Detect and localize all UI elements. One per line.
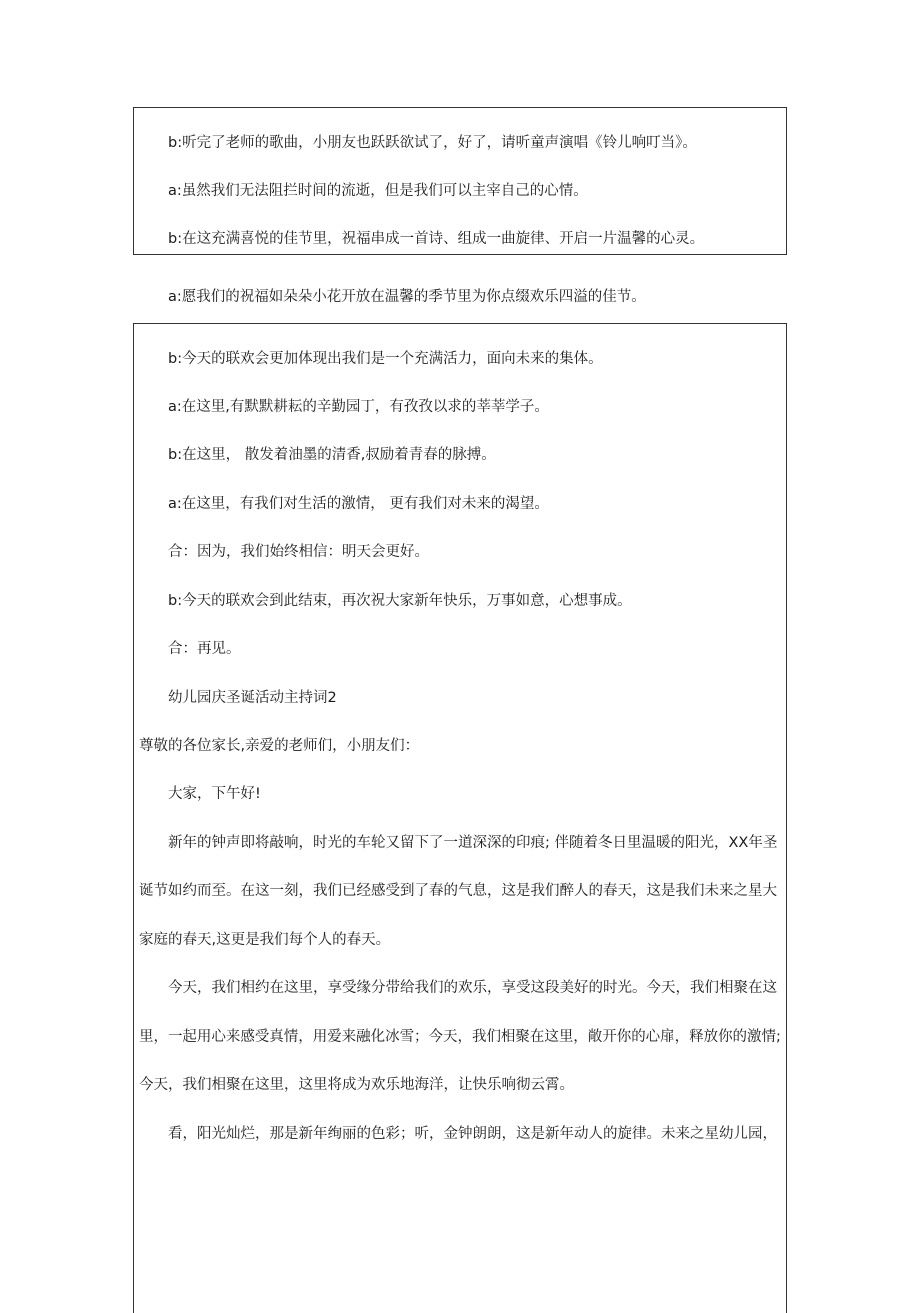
main-line-3: b:在这里， 散发着油墨的清香,叔励着青春的脉搏。 bbox=[168, 447, 496, 463]
para3-line1: 看，阳光灿烂，那是新年绚丽的色彩；听，金钟朗朗，这是新年动人的旋律。未来之星幼儿园， bbox=[168, 1126, 777, 1142]
top-line-1: b:听完了老师的歌曲，小朋友也跃跃欲试了，好了，请听童声演唱《铃儿响叮当》。 bbox=[168, 135, 697, 151]
top-line-3: b:在这充满喜悦的佳节里，祝福串成一首诗、组成一曲旋律、开启一片温馨的心灵。 bbox=[168, 231, 705, 247]
hello-line: 大家，下午好! bbox=[168, 786, 261, 802]
main-line-2: a:在这里,有默默耕耘的辛勤园丁，有孜孜以求的莘莘学子。 bbox=[168, 399, 549, 415]
section-title: 幼儿园庆圣诞活动主持词2 bbox=[168, 690, 337, 706]
para2-line3: 今天，我们相聚在这里，这里将成为欢乐地海洋，让快乐响彻云霄。 bbox=[139, 1077, 574, 1093]
para2-line2: 里，一起用心来感受真情，用爱来融化冰雪；今天，我们相聚在这里，敞开你的心扉，释放你的激情; bbox=[139, 1029, 781, 1045]
para2-line1: 今天，我们相约在这里，享受缘分带给我们的欢乐，享受这段美好的时光。今天，我们相聚在这 bbox=[168, 980, 777, 996]
main-line-7: 合：再见。 bbox=[168, 641, 241, 657]
para1-line1: 新年的钟声即将敲响，时光的车轮又留下了一道深深的印痕; 伴随着冬日里温暖的阳光，XX年圣 bbox=[168, 835, 778, 851]
top-line-2: a:虽然我们无法阻拦时间的流逝，但是我们可以主宰自己的心情。 bbox=[168, 183, 588, 199]
between-line: a:愿我们的祝福如朵朵小花开放在温馨的季节里为你点缀欢乐四溢的佳节。 bbox=[168, 289, 646, 305]
main-line-1: b:今天的联欢会更加体现出我们是一个充满活力，面向未来的集体。 bbox=[168, 351, 603, 367]
greeting: 尊敬的各位家长,亲爱的老师们，小朋友们： bbox=[139, 738, 420, 754]
main-text-frame bbox=[133, 323, 787, 1313]
para1-line2: 诞节如约而至。在这一刻，我们已经感受到了春的气息，这是我们醉人的春天，这是我们未来之星大 bbox=[139, 883, 777, 899]
main-line-4: a:在这里，有我们对生活的激情， 更有我们对未来的渴望。 bbox=[168, 496, 549, 512]
main-line-6: b:今天的联欢会到此结束，再次祝大家新年快乐，万事如意，心想事成。 bbox=[168, 593, 632, 609]
para1-line3: 家庭的春天,这更是我们每个人的春天。 bbox=[139, 932, 391, 948]
main-line-5: 合：因为，我们始终相信：明天会更好。 bbox=[168, 544, 429, 560]
